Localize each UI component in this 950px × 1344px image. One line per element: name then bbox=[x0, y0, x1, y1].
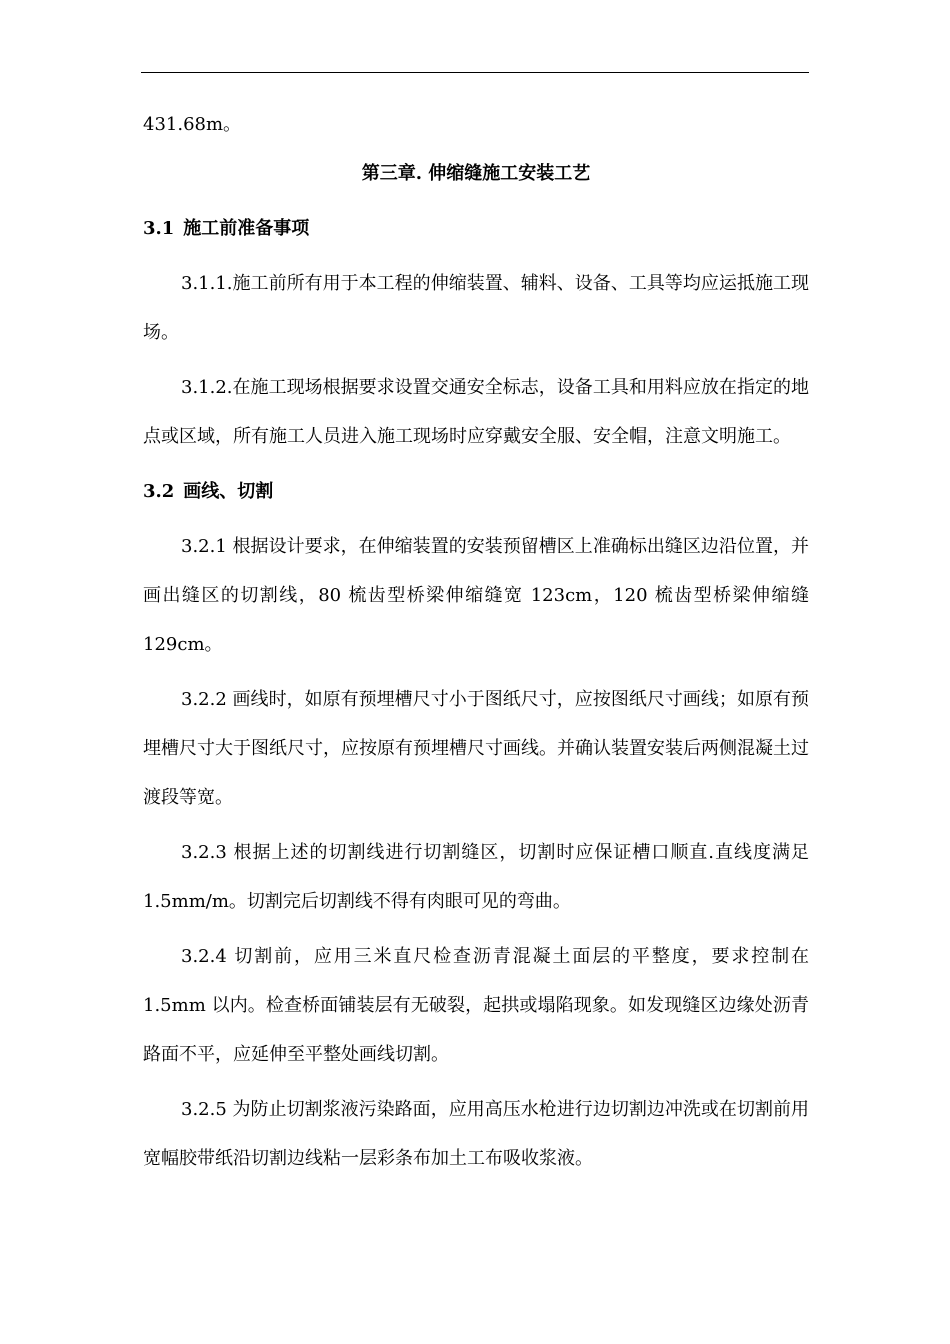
section-number: 3.1 bbox=[143, 218, 175, 239]
paragraph-3-1-2: 3.1.2.在施工现场根据要求设置交通安全标志，设备工具和用料应放在指定的地点或区域，所有施工人员进入施工现场时应穿戴安全服、安全帽，注意文明施工。 bbox=[143, 377, 809, 447]
document-body bbox=[143, 96, 809, 1183]
paragraph-3-2-1: 3.2.1 根据设计要求，在伸缩装置的安装预留槽区上准确标出缝区边沿位置，并画出缝区的切割线，80 梳齿型桥梁伸缩缝宽 123cm，120 梳齿型桥梁伸缩缝 129cm。 bbox=[143, 536, 809, 655]
paragraph-3-2-5: 3.2.5 为防止切割浆液污染路面，应用高压水枪进行边切割边冲洗或在切割前用宽幅胶带纸沿切割边线粘一层彩条布加土工布吸收浆液。 bbox=[143, 1099, 809, 1169]
paragraph-3-1-1: 3.1.1.施工前所有用于本工程的伸缩装置、辅料、设备、工具等均应运抵施工现场。 bbox=[143, 273, 809, 343]
section-number: 3.2 bbox=[143, 481, 175, 502]
header-rule bbox=[141, 72, 809, 73]
chapter-title: 第三章. 伸缩缝施工安装工艺 bbox=[361, 163, 591, 184]
paragraph-3-2-2: 3.2.2 画线时，如原有预埋槽尺寸小于图纸尺寸，应按图纸尺寸画线；如原有预埋槽尺寸大于图纸尺寸，应按原有预埋槽尺寸画线。并确认装置安装后两侧混凝土过渡段等宽。 bbox=[143, 689, 809, 808]
paragraph-3-2-3: 3.2.3 根据上述的切割线进行切割缝区，切割时应保证槽口顺直.直线度满足 1.5mm/m。切割完后切割线不得有肉眼可见的弯曲。 bbox=[143, 842, 809, 912]
section-heading-3-1 bbox=[143, 204, 809, 253]
section-heading-3-2 bbox=[143, 467, 809, 516]
section-title: 施工前准备事项 bbox=[183, 218, 310, 239]
lead-text: 431.68m。 bbox=[143, 114, 242, 135]
section-title: 画线、切割 bbox=[183, 481, 274, 502]
paragraph-3-2-4: 3.2.4 切割前，应用三米直尺检查沥青混凝土面层的平整度，要求控制在 1.5mm 以内。检查桥面铺装层有无破裂，起拱或塌陷现象。如发现缝区边缘处沥青路面不平，应延伸至平整处画线切割。 bbox=[143, 946, 809, 1065]
